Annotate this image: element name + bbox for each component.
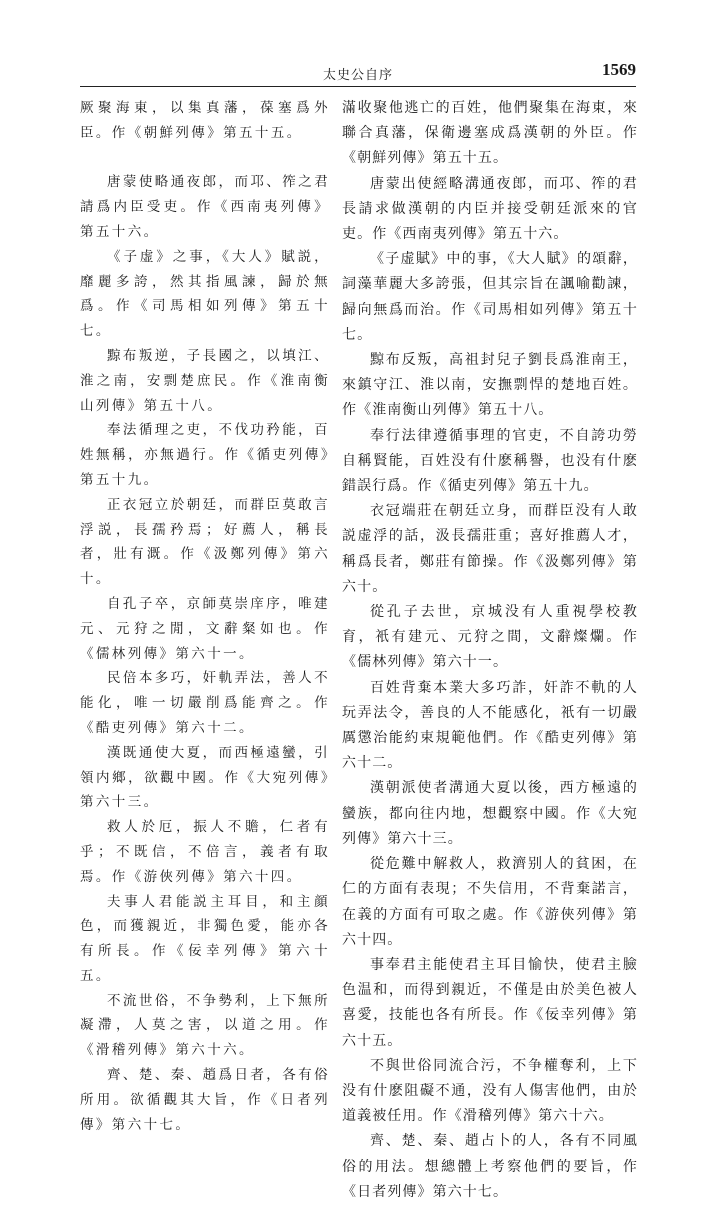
classical-paragraph: 正衣冠立於朝廷，而群臣莫敢言浮説，長孺矜焉；好薦人，稱長者，壯有溉。作《汲鄭列傳》第六十。 xyxy=(80,496,330,588)
running-title: 太史公自序 xyxy=(322,68,393,83)
translation-paragraph: 滿收聚他逃亡的百姓，他們聚集在海東，來聯合真藩，保衛邊塞成爲漢朝的外臣。作《朝鮮列傳》第五十五。 xyxy=(342,100,638,167)
translation-paragraph: 《子虚賦》中的事，《大人賦》的頌辭，詞藻華麗大多誇張，但其宗旨在諷喻勸諫，歸向無爲而治。作《司馬相如列傳》第五十七。 xyxy=(342,251,638,343)
translation-paragraph: 從危難中解救人，救濟别人的貧困，在仁的方面有表現；不失信用，不背棄諾言，在義的方面有可取之處。作《游俠列傳》第六十四。 xyxy=(342,856,638,948)
classical-paragraph: 夫事人君能説主耳目，和主顔色，而獲親近，非獨色愛，能亦各有所長。作《佞幸列傳》第六十五。 xyxy=(80,893,330,984)
translation-paragraph: 不與世俗同流合污，不争權奪利，上下没有什麽阻礙不通，没有人傷害他們，由於道義被任用。作《滑稽列傳》第六十六。 xyxy=(342,1057,638,1125)
classical-paragraph: 不流世俗，不争勢利，上下無所凝滯，人莫之害，以道之用。作《滑稽列傳》第六十六。 xyxy=(80,992,330,1059)
translation-paragraph: 事奉君主能使君主耳目愉快，使君主臉色温和，而得到親近，不僅是由於美色被人喜愛，技能也各有所長。作《佞幸列傳》第六十五。 xyxy=(342,956,638,1049)
classical-paragraph: 奉法循理之吏，不伐功矜能，百姓無稱，亦無過行。作《循吏列傳》第五十九。 xyxy=(80,422,330,488)
page-number: 1569 xyxy=(602,60,636,79)
translation-paragraph: 衣冠端莊在朝廷立身，而群臣没有人敢説虚浮的話，汲長孺莊重；喜好推薦人才，稱爲長者，鄭莊有節操。作《汲鄭列傳》第六十。 xyxy=(342,503,638,595)
classical-paragraph: 齊、楚、秦、趙爲日者，各有俗所用。欲循觀其大旨，作《日者列傳》第六十七。 xyxy=(80,1067,330,1133)
translation-paragraph: 齊、楚、秦、趙占卜的人，各有不同風俗的用法。想總體上考察他們的要旨，作《日者列傳》第六十七。 xyxy=(342,1133,638,1200)
classical-paragraph: 自孔子卒，京師莫崇庠序，唯建元、元狩之閒，文辭粲如也。作《儒林列傳》第六十一。 xyxy=(80,595,330,662)
translation-paragraph: 奉行法律遵循事理的官吏，不自誇功勞自稱賢能，百姓没有什麽稱譽，也没有什麽錯誤行爲。作《循吏列傳》第五十九。 xyxy=(342,427,638,495)
classical-paragraph: 救人於厄，振人不贍，仁者有乎；不既信，不倍言，義者有取焉。作《游俠列傳》第六十四。 xyxy=(80,819,330,885)
page-header xyxy=(80,58,636,87)
classical-paragraph: 黥布叛逆，子長國之，以填江、淮之南，安剽楚庶民。作《淮南衡山列傳》第五十八。 xyxy=(80,347,330,414)
paragraph-gap xyxy=(80,146,330,171)
classical-paragraph: 漢既通使大夏，而西極遠蠻，引領内鄉，欲觀中國。作《大宛列傳》第六十三。 xyxy=(80,744,330,811)
translation-paragraph: 從孔子去世，京城没有人重視學校教育，衹有建元、元狩之間，文辭燦爛。作《儒林列傳》第六十一。 xyxy=(342,604,638,671)
translation-paragraph: 百姓背棄本業大多巧詐，奸詐不軌的人玩弄法令，善良的人不能感化，衹有一切嚴厲懲治能約束規範他們。作《酷吏列傳》第六十二。 xyxy=(342,679,638,772)
translation-column xyxy=(342,96,638,1205)
translation-paragraph: 黥布反叛，高祖封兒子劉長爲淮南王，來鎮守江、淮以南，安撫剽悍的楚地百姓。作《淮南衡山列傳》第五十八。 xyxy=(342,352,638,419)
translation-paragraph: 漢朝派使者溝通大夏以後，西方極遠的蠻族，都向往内地，想觀察中國。作《大宛列傳》第六十三。 xyxy=(342,780,638,847)
translation-paragraph: 唐蒙出使經略溝通夜郎，而邛、筰的君長請求做漢朝的内臣并接受朝廷派來的官吏。作《西南夷列傳》第五十六。 xyxy=(342,175,638,243)
classical-paragraph: 唐蒙使略通夜郎，而邛、筰之君請爲内臣受吏。作《西南夷列傳》第五十六。 xyxy=(80,174,330,240)
classical-paragraph: 厥聚海東，以集真藩，葆塞爲外臣。作《朝鮮列傳》第五十五。 xyxy=(80,100,330,141)
classical-text-column xyxy=(80,96,330,1137)
classical-paragraph: 《子虚》之事，《大人》賦説，靡麗多誇，然其指風諫，歸於無爲。作《司馬相如列傳》第五十七。 xyxy=(80,248,330,340)
classical-paragraph: 民倍本多巧，奸軌弄法，善人不能化，唯一切嚴削爲能齊之。作《酷吏列傳》第六十二。 xyxy=(80,670,330,736)
